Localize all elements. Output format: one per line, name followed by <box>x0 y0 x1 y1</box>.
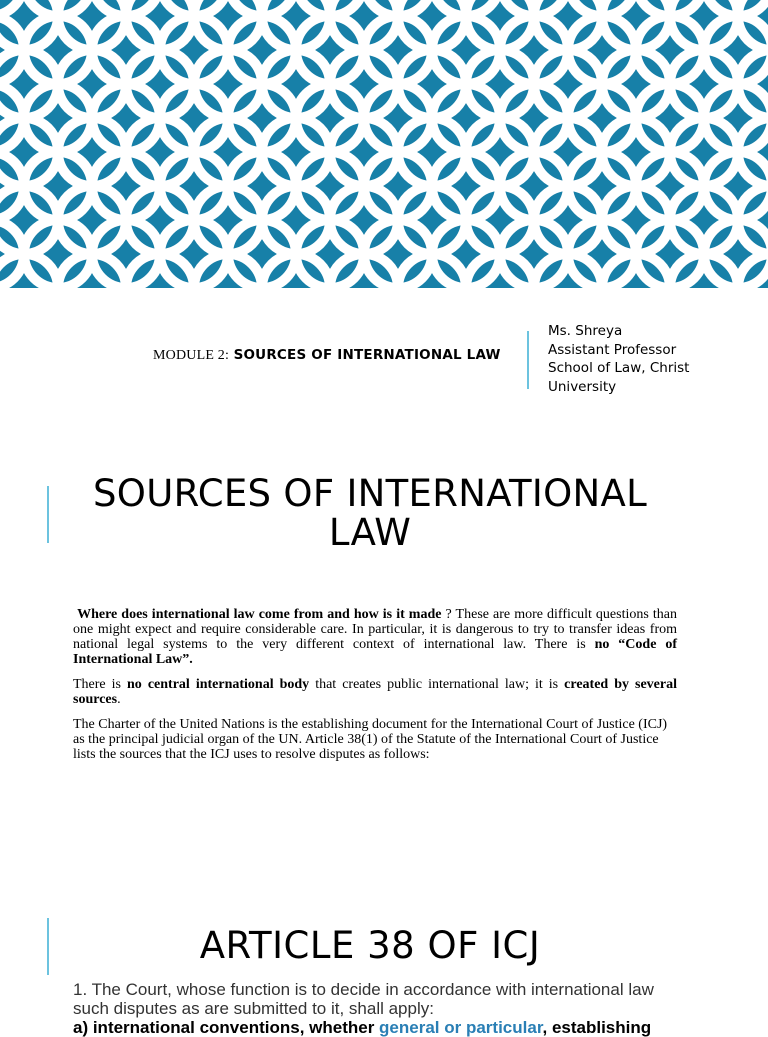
author-institution: School of Law, Christ <box>548 360 690 376</box>
clause-a-text-end: , establishing <box>542 1018 652 1037</box>
slide3-accent-bar <box>47 918 49 975</box>
cover-divider-bar <box>527 331 529 389</box>
para2-bold-2: created by several sources <box>73 677 677 707</box>
paragraph-1 <box>73 607 677 667</box>
paragraph-2 <box>73 677 677 707</box>
para2-text-1: There is <box>73 677 128 692</box>
decorative-circle-pattern-banner <box>0 0 768 288</box>
para2-text-2: that creates public international law; it is <box>309 677 565 692</box>
clause-a-link-text: general or particular <box>379 1018 543 1037</box>
slide2-body <box>73 607 677 772</box>
paragraph-3: The Charter of the United Nations is the establishing document for the International Court of Justice (ICJ) as the principal judicial organ of the UN. Article 38(1) of the Statute of the International Court of Justice lists the sources that the ICJ uses to resolve disputes as follows: <box>73 717 668 762</box>
author-name: Ms. Shreya <box>548 323 623 339</box>
module-heading <box>153 347 501 364</box>
para2-text-3: . <box>117 692 121 707</box>
author-block <box>548 322 689 396</box>
article-clause-1: 1. The Court, whose function is to decide in accordance with international law such disputes as are submitted to it, shall apply: <box>73 980 654 1018</box>
slide3-body <box>73 980 673 1037</box>
author-institution-cont: University <box>548 378 617 395</box>
module-prefix: MODULE 2: <box>153 348 230 363</box>
para2-bold-1: no central international body <box>127 677 310 692</box>
slide2-accent-bar <box>47 486 49 543</box>
slide3-title: ARTICLE 38 OF ICJ <box>199 924 541 967</box>
para1-question: Where does international law come from and how is it made <box>77 607 442 622</box>
module-title: SOURCES OF INTERNATIONAL LAW <box>233 347 501 363</box>
slide2-title: SOURCES OF INTERNATIONAL LAW <box>92 472 647 554</box>
clause-a-text: a) international conventions, whether <box>73 1018 380 1037</box>
para1-bold-end: no “Code of International Law”. <box>73 637 677 667</box>
article-clause-a-partial <box>73 1018 673 1037</box>
para1-text: ? These are more difficult questions than one might expect and require considerable care. In particular, it is dangerous to try to transfer ideas from national legal systems to the very different context of international law. There is <box>73 607 677 652</box>
author-role: Assistant Professor <box>548 341 677 358</box>
